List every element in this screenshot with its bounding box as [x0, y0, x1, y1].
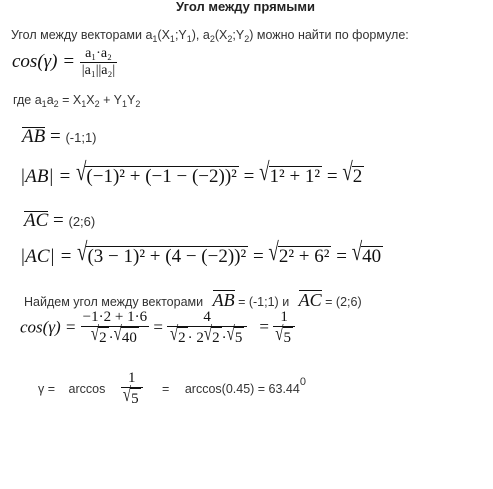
ac-vector-line: AC = (2;6) [24, 210, 96, 231]
cos-fraction-1: $\frac{-1\cdot 2 + 1\cdot 6}{√2 \cdot√40}$ [82, 309, 148, 346]
page-title: Угол между прямыми [176, 0, 316, 14]
sqrt-icon: √ [90, 324, 100, 346]
angle-intro-line: Найдем угол между векторами AB = (-1;1) и AC = (2;6) [24, 290, 362, 310]
ab-vector-line: AB = (-1;1) [22, 126, 97, 147]
sqrt-icon: √ [75, 158, 87, 187]
ac-length-line: |AC| = √(3 − 1)² + (4 − (−2))² = √2² + 6² = √40 [20, 238, 382, 267]
ac-vector-symbol: AC [24, 210, 49, 231]
sqrt-icon: √ [203, 324, 213, 346]
cosine-formula: cos(γ) = $\frac{\text{a₁·a₂}}{\text{|a₁||a₂|}}$ [12, 46, 116, 78]
gamma-result-line: γ = arccos $\frac{1}{√5}$ = $\arccos(0.45) = 63.44^0$ [38, 370, 306, 407]
sqrt-icon: √ [169, 324, 179, 346]
ac-vector-symbol: AC [298, 290, 322, 310]
ab-vector-symbol: AB [22, 126, 46, 147]
ab-vector-symbol: AB [212, 290, 235, 310]
cos-fraction-2: $\frac{4}{√2 \cdot 2√2 \cdot√5}$ [167, 309, 247, 348]
sqrt-icon: √ [342, 158, 353, 187]
formula-fraction: $\frac{\text{a₁·a₂}}{\text{|a₁||a₂|}}$ [81, 46, 116, 78]
where-text: где $a_1a_2 = X_1X_2 + Y_1Y_2$ [13, 93, 141, 109]
sqrt-icon: √ [113, 324, 122, 346]
sqrt-icon: √ [351, 238, 363, 267]
sqrt-icon: √ [268, 238, 279, 267]
sqrt-icon: √ [122, 385, 132, 407]
intro-text: Угол между векторами $a_1(X_1;Y_1)$, $a_2(X_2;Y_2)$ можно найти по формуле: [11, 28, 409, 44]
cos-fraction-3: $\frac{1}{√5}$ [273, 309, 295, 348]
cos-calculation: cos(γ) = $\frac{-1\cdot 2 + 1\cdot 6}{√2 \cdot√40}$ = $\frac{4}{√2 \cdot 2√2 \cdot√5}$ = $\frac{1}{√5}$ [20, 309, 295, 348]
sqrt-icon: √ [77, 238, 88, 267]
ab-length-line: |AB| = √(−1)² + (−1 − (−2))² = √1² + 1² = √2 [20, 158, 363, 187]
gamma-fraction: $\frac{1}{√5}$ [121, 370, 143, 409]
sqrt-icon: √ [259, 158, 270, 187]
sqrt-icon: √ [226, 324, 235, 346]
sqrt-icon: √ [275, 324, 284, 346]
